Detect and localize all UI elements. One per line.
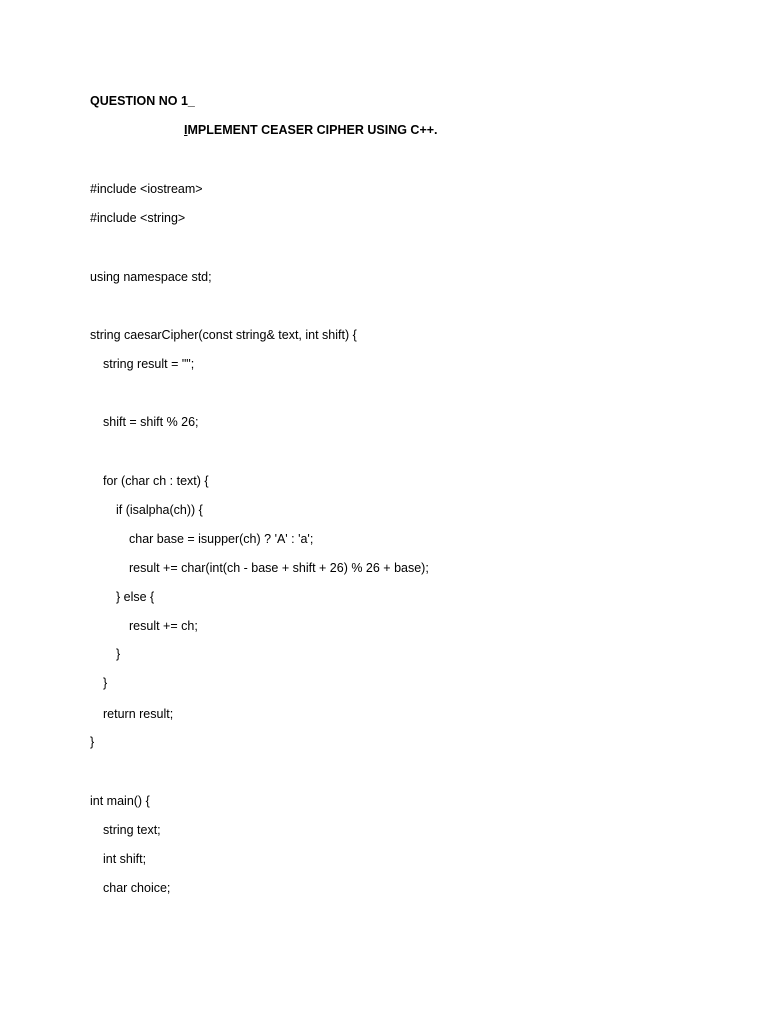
code-line: using namespace std; [90, 270, 212, 284]
code-line: char choice; [103, 881, 171, 895]
code-line: if (isalpha(ch)) { [116, 503, 203, 517]
task-title-rest: MPLEMENT CEASER CIPHER USING C++. [187, 123, 438, 137]
code-line: } else { [116, 590, 155, 604]
code-line: result += ch; [129, 619, 198, 633]
code-line: } [90, 735, 95, 749]
question-heading: QUESTION NO 1_ [90, 94, 195, 108]
code-line: int shift; [103, 852, 147, 866]
code-line: return result; [103, 707, 174, 721]
code-line: string result = ""; [103, 357, 195, 371]
code-line: result += char(int(ch - base + shift + 26) % 26 + base); [129, 561, 429, 575]
code-line: string caesarCipher(const string& text, int shift) { [90, 328, 357, 342]
task-title-first-letter: I [184, 123, 188, 137]
code-line: string text; [103, 823, 161, 837]
task-title [184, 123, 438, 137]
code-line: } [116, 647, 121, 661]
code-line: shift = shift % 26; [103, 415, 199, 429]
code-line: #include <string> [90, 211, 186, 225]
code-line: char base = isupper(ch) ? 'A' : 'a'; [129, 532, 314, 546]
code-line: #include <iostream> [90, 182, 203, 196]
code-line: } [103, 676, 108, 690]
code-line: for (char ch : text) { [103, 474, 209, 488]
code-line: int main() { [90, 794, 150, 808]
